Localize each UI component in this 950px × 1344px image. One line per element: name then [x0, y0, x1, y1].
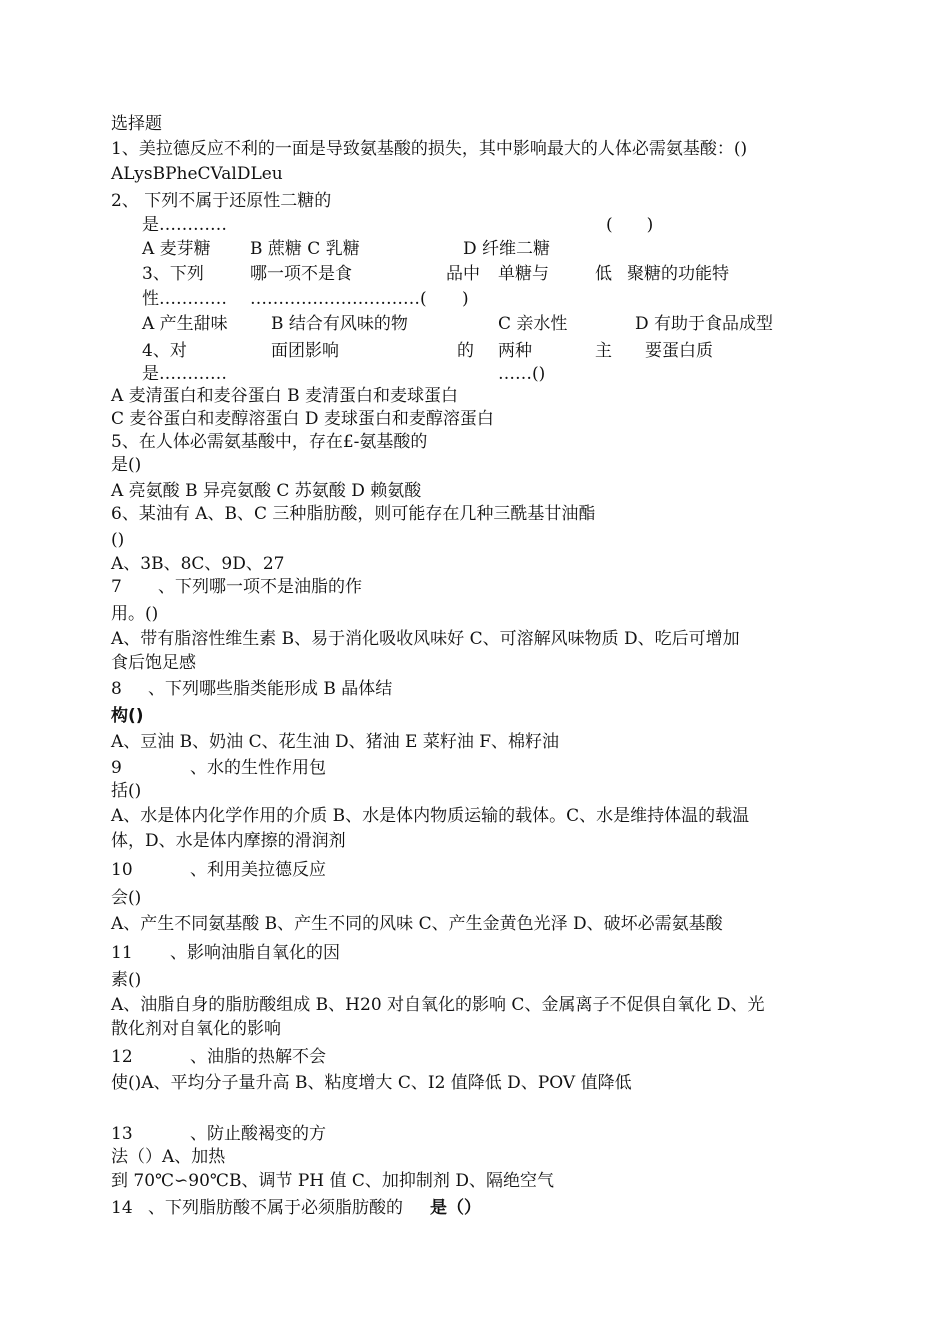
question-9-number: 9	[111, 758, 122, 778]
question-8-options: A、豆油 B、奶油 C、花生油 D、猪油 E 菜籽油 F、棉籽油	[111, 732, 560, 752]
question-3-option-d: D 有助于食品成型	[635, 314, 774, 334]
question-4-stem-part: 要蛋白质	[645, 341, 713, 361]
question-7-options-cont: 食后饱足感	[111, 653, 196, 673]
question-3-stem-part: 哪一项不是食	[250, 264, 352, 284]
question-1-options: ALysBPheCValDLeu	[111, 164, 283, 184]
question-3-stem-part: 品中	[446, 264, 480, 284]
question-6-stem-cont: ()	[111, 530, 125, 550]
question-5-stem-cont: 是()	[111, 455, 142, 475]
question-3-stem-dots: …………………………(	[250, 289, 427, 309]
question-11-options-cont: 散化剂对自氧化的影响	[111, 1019, 281, 1039]
question-10-stem-cont: 会()	[111, 888, 142, 908]
question-11-options: A、油脂自身的脂肪酸组成 B、H20 对自氧化的影响 C、金属离子不促俱自氧化 D、光	[111, 995, 765, 1015]
question-2-option-bc: B 蔗糖 C 乳糖	[250, 239, 360, 259]
question-7-options: A、带有脂溶性维生素 B、易于消化吸收风味好 C、可溶解风味物质 D、吃后可增加	[111, 629, 740, 649]
question-3-stem-part: 单糖与	[498, 264, 549, 284]
question-14-stem-end: 是（）	[430, 1198, 481, 1218]
question-10-number: 10	[111, 860, 133, 880]
question-8-stem: 、下列哪些脂类能形成 B 晶体结	[148, 679, 393, 699]
question-9-stem-cont: 括()	[111, 781, 142, 801]
question-3-stem-part: 聚糖的功能特	[627, 264, 729, 284]
question-4-stem-cont: 是…………	[142, 364, 227, 384]
question-9-options: A、水是体内化学作用的介质 B、水是体内物质运输的载体。C、水是维持体温的载温	[111, 806, 750, 826]
question-3-stem-part: 低	[595, 264, 612, 284]
question-2-stem: 2、 下列不属于还原性二糖的	[111, 191, 332, 211]
question-5-stem: 5、在人体必需氨基酸中，存在£-氨基酸的	[111, 432, 428, 452]
question-4-stem-part: 4、对	[142, 341, 187, 361]
question-1-stem: 1、美拉德反应不利的一面是导致氨基酸的损失，其中影响最大的人体必需氨基酸：()	[111, 139, 748, 159]
question-3-option-c: C 亲水性	[498, 314, 568, 334]
question-10-stem: 、利用美拉德反应	[190, 860, 326, 880]
question-2-stem-cont: 是…………	[142, 215, 227, 235]
question-12-options: 使()A、平均分子量升高 B、粘度增大 C、I2 值降低 D、POV 值降低	[111, 1073, 632, 1093]
question-3-stem-cont: 性…………	[142, 289, 227, 309]
question-10-options: A、产生不同氨基酸 B、产生不同的风味 C、产生金黄色光泽 D、破坏必需氨基酸	[111, 914, 723, 934]
question-12-number: 12	[111, 1047, 133, 1067]
question-9-stem: 、水的生性作用包	[190, 758, 326, 778]
question-13-options: 到 70℃∽90℃B、调节 PH 值 C、加抑制剂 D、隔绝空气	[111, 1171, 554, 1191]
question-11-stem-cont: 素()	[111, 970, 142, 990]
question-3-option-a: A 产生甜味	[142, 314, 228, 334]
question-4-options: A 麦清蛋白和麦谷蛋白 B 麦清蛋白和麦球蛋白	[111, 386, 458, 406]
question-4-stem-part: 面团影响	[271, 341, 339, 361]
question-14-number: 14	[111, 1198, 133, 1218]
question-4-options-cont: C 麦谷蛋白和麦醇溶蛋白 D 麦球蛋白和麦醇溶蛋白	[111, 409, 494, 429]
question-9-options-cont: 体，D、水是体内摩擦的滑润剂	[111, 831, 346, 851]
question-4-answer-blank: ……()	[498, 364, 546, 384]
question-4-stem-part: 主	[595, 341, 612, 361]
question-8-number: 8	[111, 679, 122, 699]
question-13-number: 13	[111, 1124, 133, 1144]
question-13-stem: 、防止酸褐变的方	[190, 1124, 326, 1144]
question-7-number: 7	[111, 577, 122, 597]
section-title: 选择题	[111, 114, 162, 134]
question-2-option-a: A 麦芽糖	[142, 239, 211, 259]
question-11-stem: 、影响油脂自氧化的因	[170, 943, 340, 963]
question-11-number: 11	[111, 943, 133, 963]
question-3-option-b: B 结合有风味的物	[271, 314, 408, 334]
question-8-stem-cont: 构()	[111, 706, 144, 726]
question-6-stem: 6、某油有 A、B、C 三种脂肪酸，则可能存在几种三酰基甘油酯	[111, 504, 596, 524]
question-7-stem-cont: 用。()	[111, 604, 159, 624]
question-2-option-d: D 纤维二糖	[463, 239, 551, 259]
question-13-stem-cont: 法（）A、加热	[111, 1147, 226, 1167]
question-5-options: A 亮氨酸 B 异亮氨酸 C 苏氨酸 D 赖氨酸	[111, 481, 422, 501]
question-7-stem: 、下列哪一项不是油脂的作	[158, 577, 362, 597]
question-3-stem-part: 3、下列	[142, 264, 204, 284]
question-12-stem: 、油脂的热解不会	[190, 1047, 326, 1067]
question-6-options: A、3B、8C、9D、27	[111, 554, 285, 574]
question-3-answer-blank: )	[462, 289, 469, 309]
question-4-stem-part: 两种	[498, 341, 532, 361]
question-2-answer-blank: ( )	[606, 215, 654, 235]
question-4-stem-part: 的	[457, 341, 474, 361]
question-14-stem: 、下列脂肪酸不属于必须脂肪酸的	[148, 1198, 403, 1218]
